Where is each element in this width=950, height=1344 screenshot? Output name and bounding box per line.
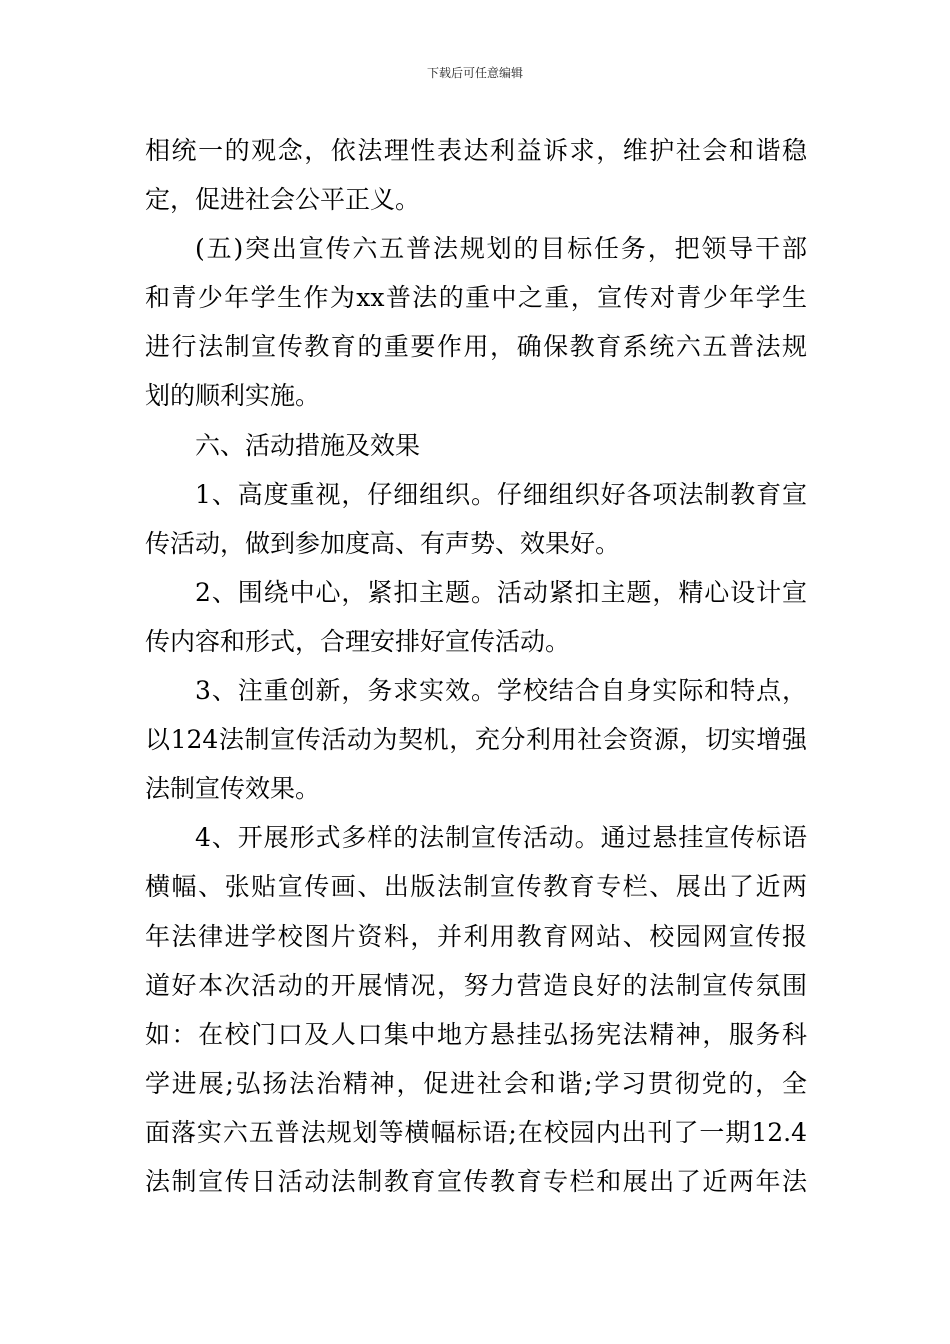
text-line: 横幅、张贴宣传画、出版法制宣传教育专栏、展出了近两 [145, 872, 807, 902]
text-line: 和青少年学生作为xx普法的重中之重，宣传对青少年学生 [145, 283, 807, 313]
text-line: 划的顺利实施。 [145, 381, 321, 411]
text-line: 定，促进社会公平正义。 [145, 185, 421, 215]
text-line: 2、围绕中心，紧扣主题。活动紧扣主题，精心设计宣 [195, 577, 807, 607]
text-line: 以124法制宣传活动为契机，充分利用社会资源，切实增强 [145, 725, 807, 755]
text-line: 4、开展形式多样的法制宣传活动。通过悬挂宣传标语 [195, 823, 807, 853]
text-line: 传活动，做到参加度高、有声势、效果好。 [145, 528, 621, 558]
text-line: 道好本次活动的开展情况，努力营造良好的法制宣传氛围 [145, 970, 807, 1000]
text-line: 面落实六五普法规划等横幅标语;在校园内出刊了一期12.4 [145, 1117, 807, 1147]
text-line: 学进展;弘扬法治精神，促进社会和谐;学习贯彻党的，全 [145, 1068, 807, 1098]
text-line: 如：在校门口及人口集中地方悬挂弘扬宪法精神，服务科 [145, 1019, 807, 1049]
text-line: 相统一的观念，依法理性表达利益诉求，维护社会和谐稳 [145, 136, 807, 165]
text-line: 传内容和形式，合理安排好宣传活动。 [145, 626, 571, 656]
text-line: 1、高度重视，仔细组织。仔细组织好各项法制教育宣 [195, 479, 807, 509]
text-line: 进行法制宣传教育的重要作用，确保教育系统六五普法规 [145, 332, 807, 362]
document-body [145, 126, 807, 1206]
section-heading: 六、活动措施及效果 [195, 430, 421, 460]
text-line: (五)突出宣传六五普法规划的目标任务，把领导干部 [195, 234, 807, 264]
text-line: 法制宣传日活动法制教育宣传教育专栏和展出了近两年法 [145, 1166, 807, 1196]
text-line: 法制宣传效果。 [145, 774, 321, 804]
text-line: 3、注重创新，务求实效。学校结合自身实际和特点， [195, 676, 807, 706]
text-line: 年法律进学校图片资料，并利用教育网站、校园网宣传报 [145, 921, 807, 951]
page-header-note: 下载后可任意编辑 [426, 66, 523, 80]
